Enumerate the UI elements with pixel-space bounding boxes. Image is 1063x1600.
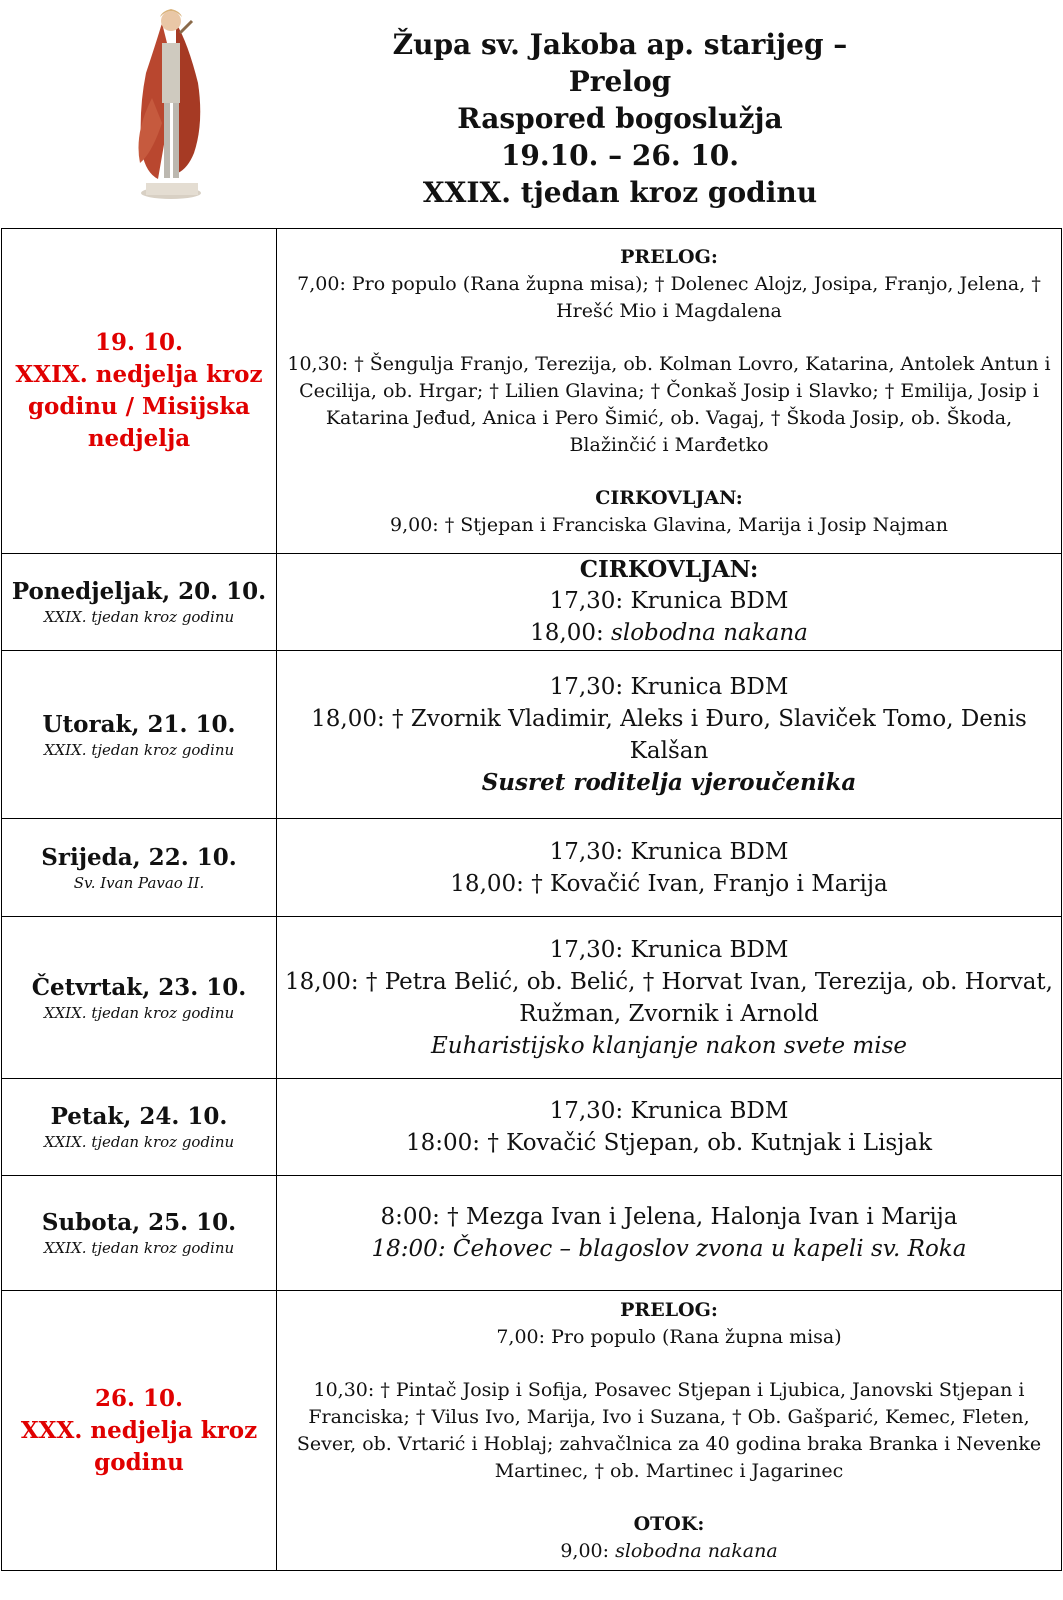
mass-line: 17,30: Krunica BDM [549,936,789,963]
week-title: XXIX. tjedan kroz godinu [422,176,818,209]
mass-line: 18,00: † Kovačić Ivan, Franjo i Marija [450,870,888,897]
location-label: PRELOG: [620,245,718,268]
mass-line: 18,00: slobodna nakana [530,620,808,646]
day-name: Četvrtak, 23. 10. [31,973,247,1001]
sunday-date: 26. 10. [94,1384,184,1412]
day-subtitle: XXIX. tjedan kroz godinu [43,740,235,759]
table-row [2,1176,1062,1291]
sunday-title: XXX. nedjelja kroz godinu [20,1416,258,1476]
day-subtitle: Sv. Ivan Pavao II. [73,873,205,892]
mass-line: 17,30: Krunica BDM [549,1098,789,1124]
services-cell [277,1079,1062,1176]
event-note: Susret roditelja vjeroučenika [481,768,857,796]
day-cell [2,819,277,917]
day-cell [2,1176,277,1291]
day-cell [2,229,277,554]
day-name: Ponedjeljak, 20. 10. [11,578,267,605]
day-name: Srijeda, 22. 10. [41,843,237,871]
document-title [360,26,880,211]
location-label: OTOK: [633,1512,705,1535]
parish-name: Župa sv. Jakoba ap. starijeg – Prelog [392,28,848,98]
event-note: Euharistijsko klanjanje nakon svete mise [430,1032,908,1059]
day-name: Subota, 25. 10. [41,1209,237,1236]
services-cell [277,651,1062,819]
date-range: 19.10. – 26. 10. [500,139,740,172]
header [0,0,1063,225]
services-cell [277,819,1062,917]
services-cell [277,917,1062,1079]
mass-line: 17,30: Krunica BDM [549,588,789,614]
day-subtitle: XXIX. tjedan kroz godinu [43,1133,235,1151]
table-row [2,651,1062,819]
services-cell [277,229,1062,554]
mass-line: 17,30: Krunica BDM [549,673,789,700]
services-cell [277,1291,1062,1571]
mass-line: 7,00: Pro populo (Rana župna misa) [496,1325,842,1348]
st-james-statue-image [132,3,210,200]
day-name: Petak, 24. 10. [50,1103,228,1130]
services-cell [277,554,1062,651]
mass-line: 9,00: slobodna nakana [560,1539,778,1562]
mass-line: 10,30: † Šengulja Franjo, Terezija, ob. Kolman Lovro, Katarina, Antolek Antun i Cecilija, ob. Hrgar; † Lilien Glavina; † Čonkaš Josip i Slavko; † Emilija, Josip i Katarina Jeđud, Anica i Pero Šimić, ob. Vagaj, † Škoda Josip, ob. Škoda, Blažinčić i Marđetko [287,352,1051,456]
day-subtitle: XXIX. tjedan kroz godinu [43,1003,235,1022]
table-row [2,917,1062,1079]
day-subtitle: XXIX. tjedan kroz godinu [43,1239,235,1257]
day-name: Utorak, 21. 10. [42,710,236,738]
mass-line: 18,00: † Petra Belić, ob. Belić, † Horvat Ivan, Terezija, ob. Horvat, Ružman, Zvornik i Arnold [285,968,1053,1027]
schedule-heading: Raspored bogoslužja [457,102,783,135]
table-row [2,554,1062,651]
schedule-table [1,228,1062,1571]
location-label: CIRKOVLJAN: [595,486,743,509]
mass-line: 10,30: † Pintač Josip i Sofija, Posavec Stjepan i Ljubica, Janovski Stjepan i Franciska; † Vilus Ivo, Marija, Ivo i Suzana, † Ob. Gašparić, Kemec, Fleten, Sever, ob. Vrtarić i Hoblaj; zahvačlnica za 40 godina braka Branka i Nevenke Martinec, † ob. Martinec i Jagarinec [296,1378,1042,1482]
mass-line: 8:00: † Mezga Ivan i Jelena, Halonja Ivan i Marija [380,1204,958,1230]
table-row [2,1079,1062,1176]
mass-line: 18,00: † Zvornik Vladimir, Aleks i Đuro, Slaviček Tomo, Denis Kalšan [311,705,1027,764]
table-row [2,1291,1062,1571]
mass-line: 17,30: Krunica BDM [549,838,789,865]
day-subtitle: XXIX. tjedan kroz godinu [43,608,235,626]
day-cell [2,1079,277,1176]
table-row [2,819,1062,917]
services-cell [277,1176,1062,1291]
mass-line: 7,00: Pro populo (Rana župna misa); † Dolenec Alojz, Josipa, Franjo, Jelena, † Hrešć Mio i Magdalena [297,272,1041,322]
mass-line: 9,00: † Stjepan i Franciska Glavina, Marija i Josip Najman [390,513,948,536]
table-row [2,229,1062,554]
day-cell [2,917,277,1079]
day-cell [2,651,277,819]
event-note: 18:00: Čehovec – blagoslov zvona u kapeli sv. Roka [371,1236,967,1262]
location-label: PRELOG: [620,1298,718,1321]
day-cell [2,1291,277,1571]
sunday-title: XXIX. nedjelja kroz godinu / Misijska nedjelja [15,361,263,452]
day-cell [2,554,277,651]
mass-line: 18:00: † Kovačić Stjepan, ob. Kutnjak i Lisjak [405,1130,933,1156]
location-label: CIRKOVLJAN: [579,556,759,583]
sunday-date: 19. 10. [94,329,184,356]
